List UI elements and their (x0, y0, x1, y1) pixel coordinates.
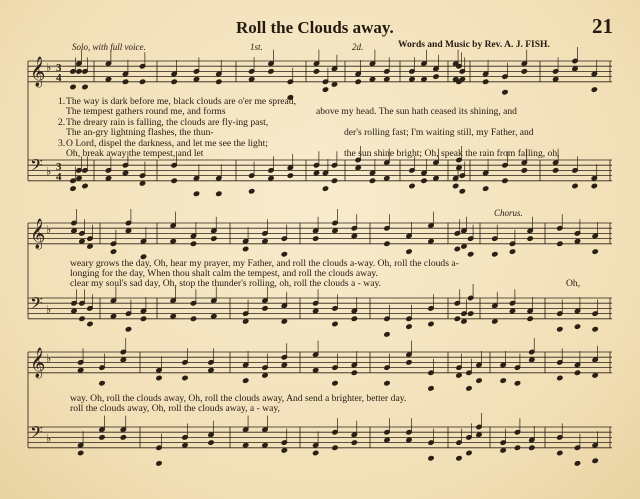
note-head (208, 440, 214, 445)
note-head (332, 228, 338, 233)
note-head (384, 381, 390, 386)
note-head (454, 246, 460, 251)
note-head (99, 381, 105, 386)
treble-clef-icon: 𝄞 (30, 348, 46, 378)
time-signature: 3 (56, 62, 62, 74)
note-head (76, 69, 82, 74)
key-flat-icon: ♭ (46, 165, 52, 178)
note-head (120, 357, 126, 362)
note-head (322, 87, 328, 92)
note-head (262, 306, 268, 311)
note-head (433, 176, 439, 181)
note-head (384, 332, 390, 337)
note-head (527, 316, 533, 321)
note-head (313, 170, 319, 175)
note-head (170, 314, 176, 319)
lyric-line: Oh, (566, 278, 581, 289)
note-head (476, 432, 482, 437)
note-head (268, 69, 274, 74)
note-head (384, 241, 390, 246)
note-head (87, 244, 93, 249)
note-head (502, 90, 508, 95)
note-head (120, 435, 126, 440)
note-head (351, 440, 357, 445)
time-signature: 4 (56, 72, 62, 84)
note-head (171, 79, 177, 84)
verse-continuation: der's rolling fast; I'm waiting still, my Father, and (344, 127, 534, 139)
key-flat-icon: ♭ (46, 432, 52, 445)
note-head (521, 69, 527, 74)
note-head (243, 246, 249, 251)
note-head (243, 378, 249, 383)
note-head (190, 316, 196, 321)
note-head (71, 308, 77, 313)
note-head (592, 373, 598, 378)
note-head (82, 84, 88, 89)
key-flat-icon: ♭ (46, 61, 52, 74)
lyric-line: clear my soul's sad day, Oh, stop the thunder's rolling, oh, roll the clouds a - way. (70, 278, 382, 289)
note-head (492, 319, 498, 324)
note-head (313, 450, 319, 455)
verse-line: The tempest gathers round me, and forms (66, 106, 226, 118)
note-head (281, 252, 287, 257)
note-head (574, 370, 580, 375)
verse-continuation: above my head. The sun hath ceased its shining, and (316, 106, 517, 118)
note-head (332, 381, 338, 386)
note-head (182, 375, 188, 380)
note-head (171, 178, 177, 183)
note-head (105, 176, 111, 181)
note-head (190, 241, 196, 246)
note-head (433, 74, 439, 79)
note-head (592, 458, 598, 463)
note-head (281, 362, 287, 367)
key-flat-icon: ♭ (46, 303, 52, 316)
note-head (557, 450, 563, 455)
verse-numbers (58, 97, 65, 159)
note-head (459, 77, 465, 82)
verse-line: Oh, break away the tempest, and let (66, 148, 204, 160)
lyric-line: weary grows the day, Oh, hear my prayer, my Father, and roll the clouds a-way. Oh, roll the clouds a- (70, 258, 459, 269)
note-head (456, 456, 462, 461)
verse-line: The an-gry lightning flashes, the thun- (66, 127, 214, 139)
bass-clef-icon: 𝄢 (30, 293, 43, 317)
note-head (78, 450, 84, 455)
note-head (105, 77, 111, 82)
second-ending-label: 2d. (352, 42, 364, 52)
note-head (406, 324, 412, 329)
note-head (384, 77, 390, 82)
note-head (122, 170, 128, 175)
note-head (331, 178, 337, 183)
note-head (287, 173, 293, 178)
note-head (492, 252, 498, 257)
note-head (428, 239, 434, 244)
verse-number: 3. (58, 137, 66, 149)
note-head (553, 77, 559, 82)
note-head (406, 249, 412, 254)
note-head (421, 77, 427, 82)
page-title: Roll the Clouds away. (236, 18, 394, 37)
bass-clef-icon: 𝄢 (30, 155, 43, 179)
note-head (70, 186, 76, 191)
verse-number: 1. (58, 96, 66, 107)
verse-line: The way is dark before me, black clouds are o'er me spread, (66, 96, 297, 107)
note-head (572, 66, 578, 71)
note-head (331, 82, 337, 87)
note-head (509, 308, 515, 313)
note-head (243, 443, 249, 448)
note-head (313, 368, 319, 373)
note-head (369, 178, 375, 183)
note-head (466, 450, 472, 455)
note-head (468, 311, 474, 316)
note-head (139, 79, 145, 84)
note-head (125, 228, 131, 233)
treble-clef-icon: 𝄞 (30, 219, 46, 249)
note-head (454, 316, 460, 321)
note-head (208, 368, 214, 373)
note-head (281, 448, 287, 453)
tempo-direction: Solo, with full voice. (72, 42, 146, 52)
lyric-line: way. Oh, roll the clouds away, Oh, roll the clouds away, And send a brighter, better day. (70, 393, 407, 404)
note-head (456, 165, 462, 170)
bass-clef-icon: 𝄢 (30, 422, 43, 446)
note-head (557, 375, 563, 380)
note-head (268, 176, 274, 181)
note-head (572, 183, 578, 188)
note-head (216, 79, 222, 84)
first-ending-label: 1st. (250, 42, 263, 52)
time-signature: 3 (56, 161, 62, 173)
note-head (70, 84, 76, 89)
note-head (529, 445, 535, 450)
verse-number (58, 149, 65, 159)
verse-line: O Lord, dispel the darkness, and let me see the light; (66, 137, 268, 149)
note-head (461, 244, 467, 249)
note-head (71, 228, 77, 233)
treble-clef-icon: 𝄞 (30, 57, 46, 87)
note-head (262, 443, 268, 448)
note-head (76, 176, 82, 181)
note-head (483, 79, 489, 84)
note-head (193, 191, 199, 196)
note-head (313, 308, 319, 313)
note-head (574, 461, 580, 466)
note-head (369, 77, 375, 82)
note-head (428, 456, 434, 461)
note-head (527, 236, 533, 241)
note-head (529, 357, 535, 362)
note-head (406, 437, 412, 442)
note-head (243, 319, 249, 324)
note-head (139, 181, 145, 186)
note-head (461, 319, 467, 324)
note-head (468, 252, 474, 257)
note-head (574, 324, 580, 329)
note-head (355, 165, 361, 170)
note-head (466, 386, 472, 391)
note-head (262, 373, 268, 378)
note-head (351, 233, 357, 238)
note-head (428, 386, 434, 391)
note-head (332, 445, 338, 450)
note-head (87, 321, 93, 326)
note-head (514, 445, 520, 450)
key-flat-icon: ♭ (46, 352, 52, 365)
key-flat-icon: ♭ (46, 223, 52, 236)
note-head (351, 316, 357, 321)
note-head (79, 239, 85, 244)
verse-lines (66, 97, 296, 159)
note-head (384, 176, 390, 181)
note-head (500, 378, 506, 383)
note-head (459, 189, 465, 194)
note-head (249, 77, 255, 82)
note-head (211, 314, 217, 319)
note-head (483, 186, 489, 191)
lyric-line: longing for the day, When thou shalt calm the tempest, and roll the clouds away. (70, 268, 378, 279)
note-head (428, 321, 434, 326)
note-head (216, 191, 222, 196)
note-head (409, 77, 415, 82)
note-head (592, 327, 598, 332)
page-number: 21 (592, 14, 613, 38)
verse-number: 2. (58, 116, 66, 128)
note-head (78, 368, 84, 373)
note-head (502, 178, 508, 183)
note-head (557, 241, 563, 246)
note-head (574, 239, 580, 244)
note-head (521, 168, 527, 173)
time-signature: 4 (56, 171, 62, 183)
note-head (500, 448, 506, 453)
note-head (476, 378, 482, 383)
note-head (110, 249, 116, 254)
note-head (322, 186, 328, 191)
note-head (125, 327, 131, 332)
verse-number (58, 128, 65, 138)
note-head (156, 375, 162, 380)
note-head (156, 461, 162, 466)
note-head (170, 239, 176, 244)
note-head (313, 69, 319, 74)
note-head (249, 189, 255, 194)
note-head (591, 87, 597, 92)
note-head (453, 183, 459, 188)
note-head (332, 321, 338, 326)
note-head (99, 435, 105, 440)
note-head (406, 360, 412, 365)
note-head (313, 236, 319, 241)
note-head (351, 370, 357, 375)
credits: Words and Music by Rev. A. J. FISH. (398, 40, 550, 50)
note-head (553, 168, 559, 173)
note-head (355, 79, 361, 84)
note-head (557, 327, 563, 332)
note-head (591, 183, 597, 188)
note-head (592, 249, 598, 254)
note-head (193, 77, 199, 82)
note-head (514, 381, 520, 386)
note-head (384, 437, 390, 442)
note-head (140, 316, 146, 321)
note-head (79, 316, 85, 321)
verse-line: The dreary rain is falling, the clouds are fly-ing past, (66, 116, 269, 128)
note-head (281, 319, 287, 324)
note-head (182, 443, 188, 448)
note-head (211, 236, 217, 241)
note-head (262, 239, 268, 244)
note-head (409, 183, 415, 188)
note-head (421, 178, 427, 183)
lyric-line: roll the clouds away, Oh, roll the clouds away, a - way, (70, 403, 280, 414)
note-head (509, 249, 515, 254)
chorus-label: Chorus. (494, 208, 523, 218)
verse-continuation: the sun shine bright; Oh, speak the rain from falling, oh, (344, 148, 560, 159)
note-head (122, 79, 128, 84)
note-head (456, 373, 462, 378)
note-head (110, 314, 116, 319)
note-head (82, 183, 88, 188)
